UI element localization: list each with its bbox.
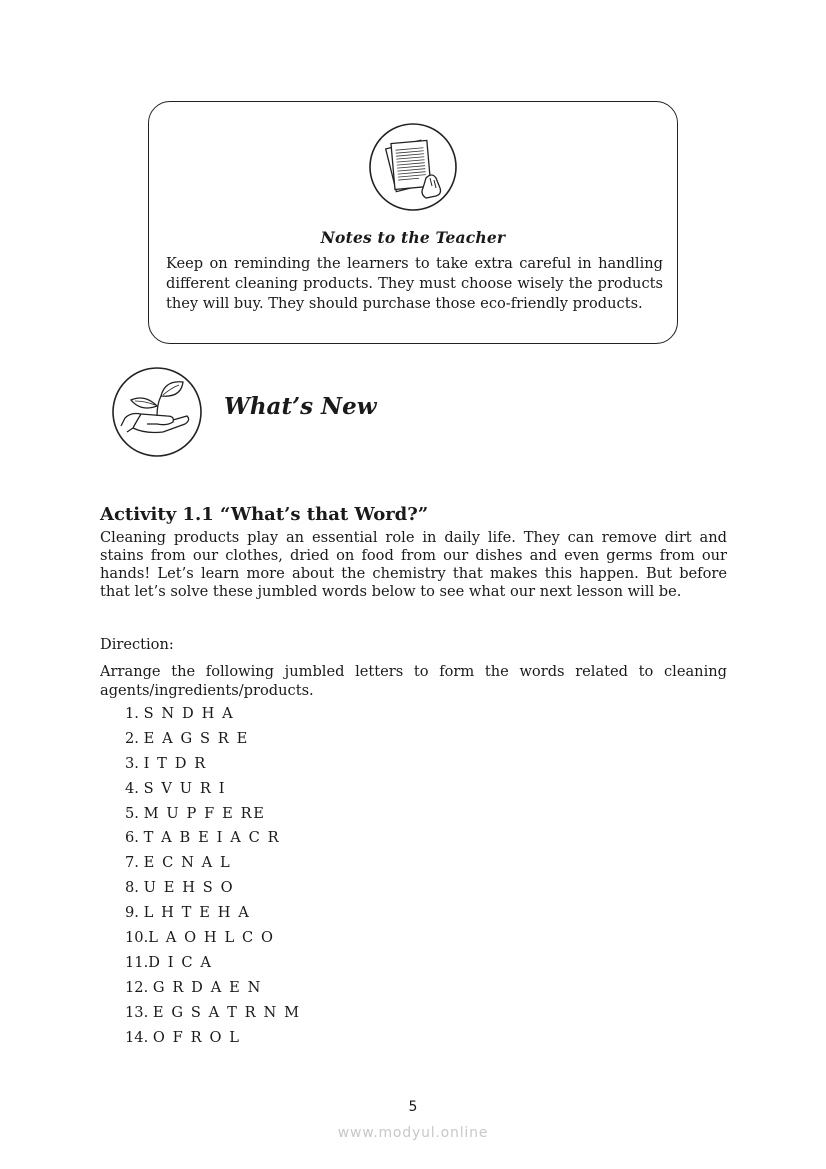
jumbled-letters: T A B E I A C R xyxy=(143,829,281,847)
item-number: 2. xyxy=(125,729,139,747)
item-number: 1. xyxy=(125,705,139,722)
item-number: 5. xyxy=(125,804,139,822)
jumbled-letters: S N D H A xyxy=(143,705,235,722)
seedling-in-hand-icon xyxy=(111,366,203,458)
list-item xyxy=(125,803,301,828)
list-item xyxy=(125,902,301,927)
list-item xyxy=(125,952,301,977)
jumbled-letters: S V U R I xyxy=(143,779,227,797)
list-item xyxy=(125,1027,301,1052)
jumbled-letters: I T D R xyxy=(143,754,207,772)
item-number: 10. xyxy=(125,929,149,947)
list-item xyxy=(125,753,301,778)
jumbled-letters: L H T E H A xyxy=(143,904,251,922)
list-item xyxy=(125,1002,301,1027)
jumbled-letters: E A G S R E xyxy=(143,729,249,747)
list-item xyxy=(125,852,301,877)
jumbled-letters: U E H S O xyxy=(143,879,235,897)
watermark: www.modyul.online xyxy=(337,1125,489,1141)
item-number: 7. xyxy=(125,854,139,872)
list-item xyxy=(125,728,301,753)
page-number: 5 xyxy=(408,1099,418,1115)
jumbled-letters: E C N A L xyxy=(143,854,232,872)
direction-label: Direction: xyxy=(100,636,174,653)
jumbled-letters: D I C A xyxy=(148,953,213,971)
list-item xyxy=(125,778,301,803)
documents-in-hand-icon xyxy=(368,122,458,212)
jumbled-letters: O F R O L xyxy=(152,1028,241,1046)
item-number: 9. xyxy=(125,904,139,922)
item-number: 14. xyxy=(125,1028,149,1046)
jumbled-letters: E G S A T R N M xyxy=(152,1003,301,1021)
item-number: 4. xyxy=(125,779,139,797)
direction-text: Arrange the following jumbled letters to form the words related to cleaning agents/ingredients/products. xyxy=(100,663,727,699)
jumbled-letters: L A O H L C O xyxy=(148,929,275,947)
list-item xyxy=(125,977,301,1002)
jumbled-words-list xyxy=(125,703,301,1051)
item-number: 12. xyxy=(125,978,149,996)
item-number: 11. xyxy=(125,953,149,971)
item-number: 3. xyxy=(125,754,139,772)
list-item xyxy=(125,877,301,902)
jumbled-letters: M U P F E RE xyxy=(143,804,266,822)
item-number: 8. xyxy=(125,879,139,897)
item-number: 13. xyxy=(125,1003,149,1021)
notes-text: Keep on reminding the learners to take extra careful in handling different cleaning products. They must choose wisely the products they will buy. They should purchase those eco-friendly products. xyxy=(166,255,663,312)
activity-intro: Cleaning products play an essential role in daily life. They can remove dirt and stains from our clothes, dried on food from our dishes and even germs from our hands! Let’s learn more about the chemistry that makes this happen. But before that let’s solve these jumbled words below to see what our next lesson will be. xyxy=(100,529,727,600)
notes-title: Notes to the Teacher xyxy=(320,228,506,247)
list-item xyxy=(125,827,301,852)
notes-to-teacher-box xyxy=(148,101,678,344)
activity-title: Activity 1.1 “What’s that Word?” xyxy=(100,504,429,525)
jumbled-letters: G R D A E N xyxy=(152,978,262,996)
list-item xyxy=(125,927,301,952)
whats-new-title: What’s New xyxy=(224,393,377,420)
list-item xyxy=(125,703,301,728)
item-number: 6. xyxy=(125,829,139,847)
